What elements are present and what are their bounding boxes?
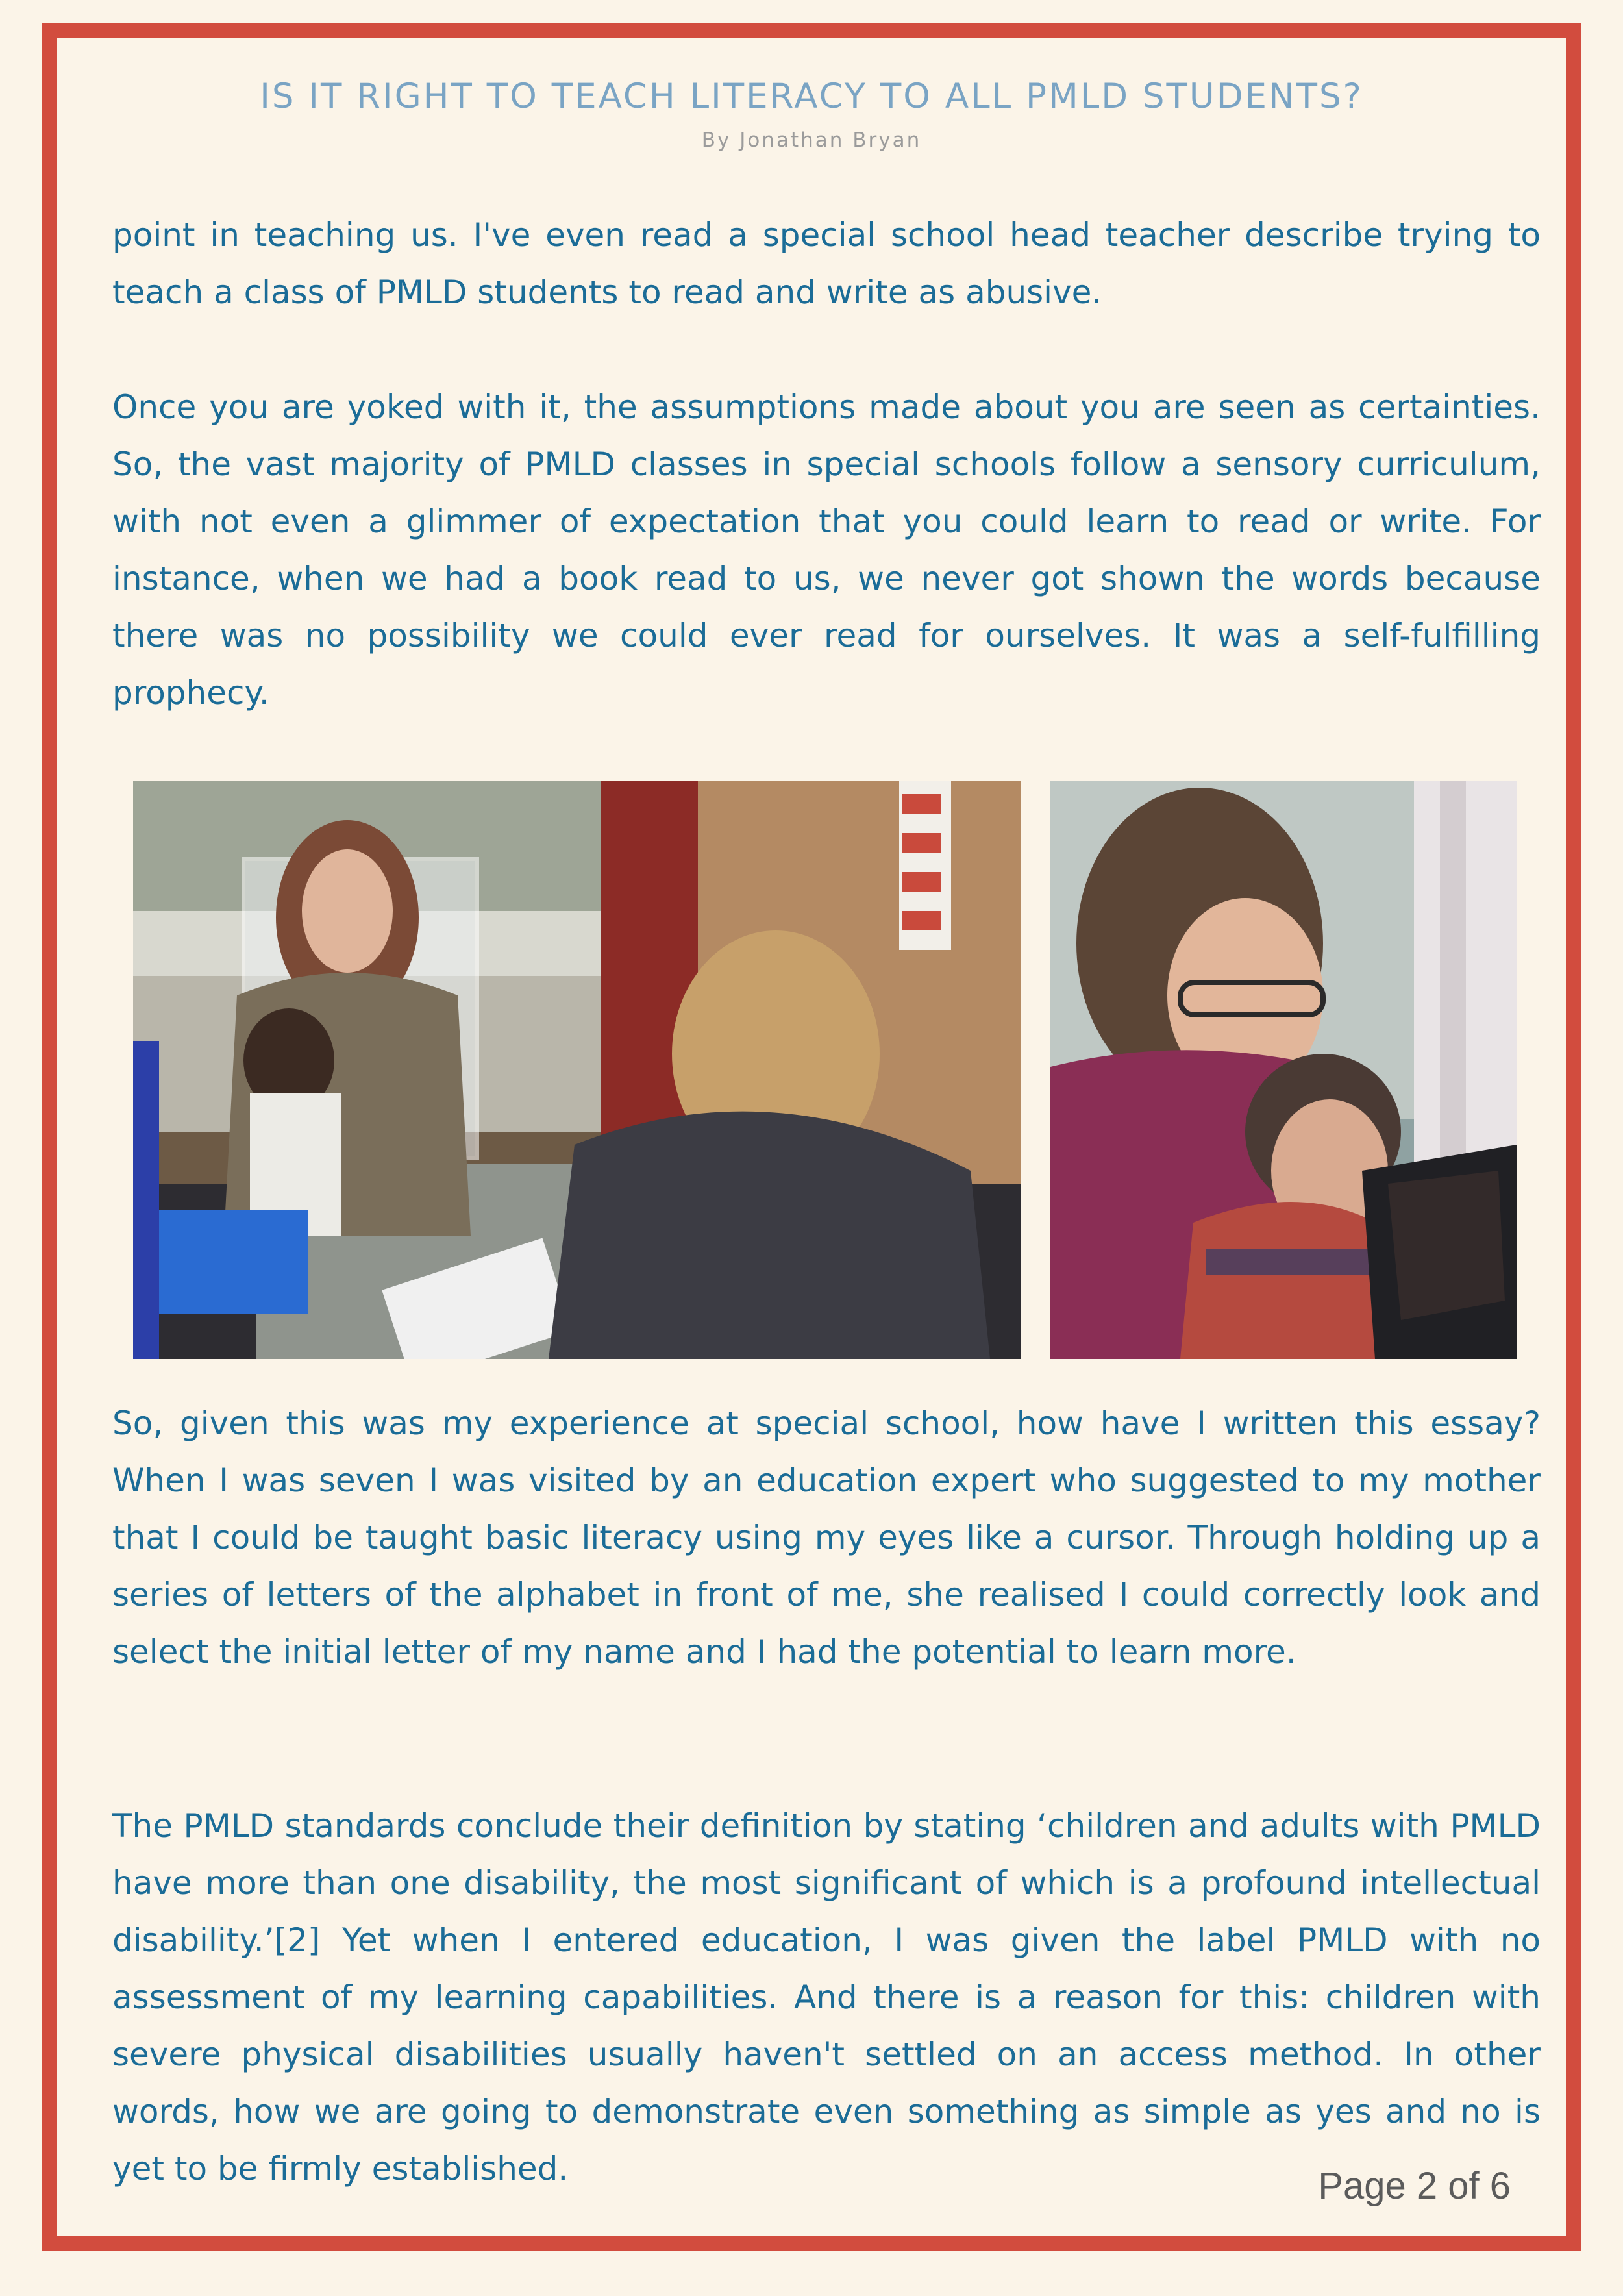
paragraph-3: So, given this was my experience at special school, how have I written this essay? When I was seven I was visited by an education expert who suggested to my mother that I could be taught basic literacy using my eyes like a cursor. Through holding up a series of letters of the alphabet in front of me, she realised I could correctly look and select the initial letter of my name and I had the potential to learn more. <box>112 1404 1541 1671</box>
paragraph-1: point in teaching us. I've even read a special school head teacher describe trying to teach a class of PMLD students to read and write as abusive. <box>112 216 1541 311</box>
page-number: Page 2 of 6 <box>1318 2165 1511 2207</box>
document-title: IS IT RIGHT TO TEACH LITERACY TO ALL PMLD STUDENTS? <box>260 77 1363 116</box>
reading-book-photo <box>1050 781 1517 1359</box>
paragraph-2: Once you are yoked with it, the assumptions made about you are seen as certainties. So, the vast majority of PMLD classes in special schools follow a sensory curriculum, with not even a glimmer of expectation that you could learn to read or write. For instance, when we had a book read to us, we never got shown the words because there was no possibility we could ever read for ourselves. It was a self-fulfilling prophecy. <box>112 388 1541 712</box>
author-byline: By Jonathan Bryan <box>701 129 922 152</box>
page-frame <box>42 23 1581 2251</box>
paragraph-4: The PMLD standards conclude their definition by stating ‘children and adults with PMLD have more than one disability, the most significant of which is a profound intellectual disability.’[2] Yet when I entered education, I was given the label PMLD with no assessment of my learning capabilities. And there is a reason for this: children with severe physical disabilities usually haven't settled on an access method. In other words, how we are going to demonstrate even something as simple as yes and no is yet to be firmly established. <box>112 1807 1541 2188</box>
literacy-board-photo <box>133 781 1021 1359</box>
